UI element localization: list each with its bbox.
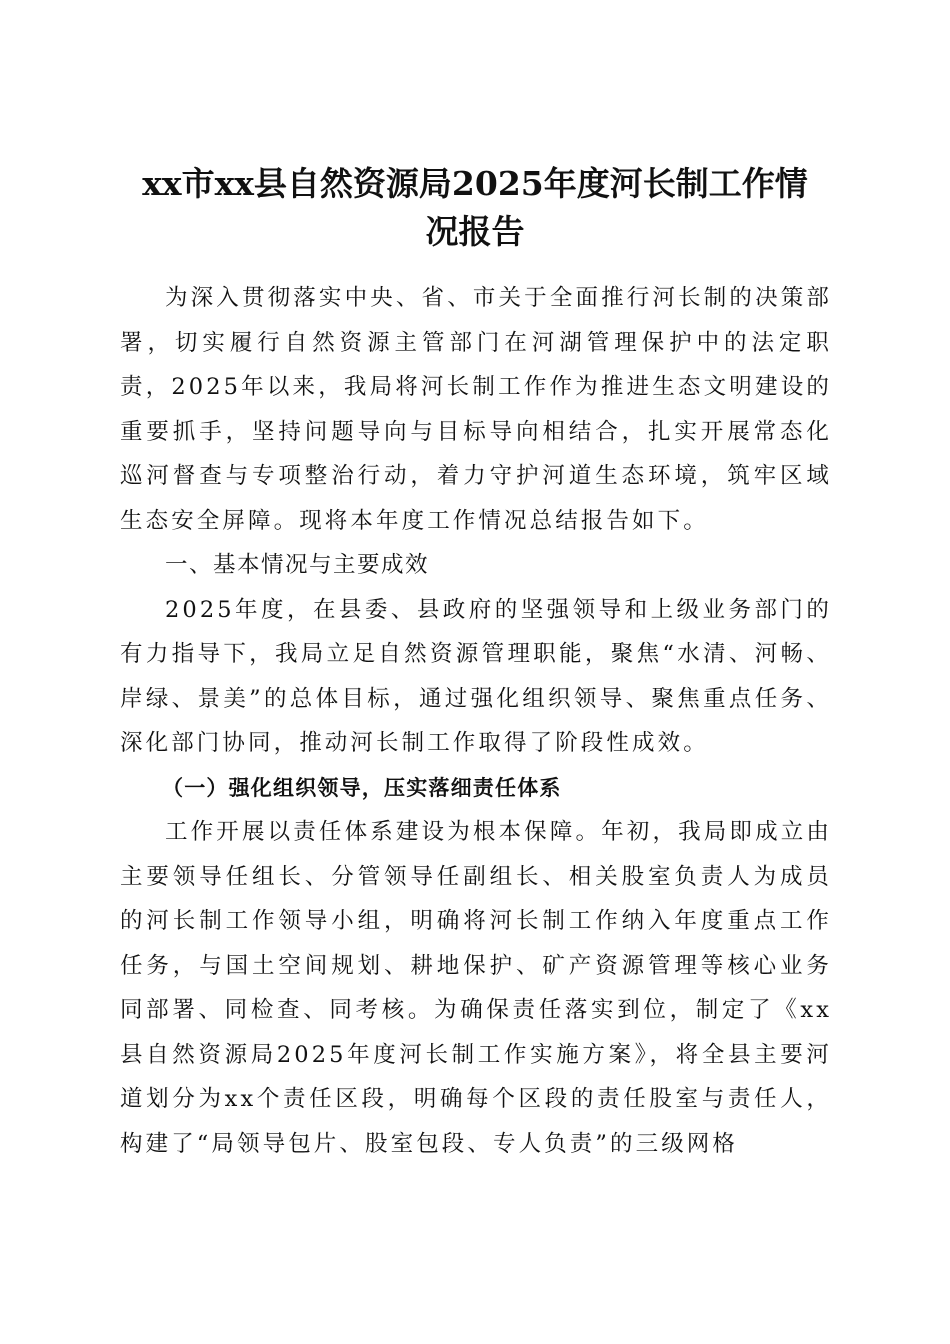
- document-title: [110, 160, 840, 256]
- title-line-2: 况报告: [425, 212, 525, 252]
- subsection-heading-1: （一）强化组织领导，压实落细责任体系: [162, 774, 562, 800]
- section-heading-1: 一、基本情况与主要成效: [165, 552, 430, 578]
- intro-paragraph: 为深入贯彻落实中央、省、市关于全面推行河长制的决策部署，切实履行自然资源主管部门在河湖管理保护中的法定职责，2025年以来，我局将河长制工作作为推进生态文明建设的重要抓手，坚持问题导向与目标导向相结合，扎实开展常态化巡河督查与专项整治行动，着力守护河道生态环境，筑牢区域生态安全屏障。现将本年度工作情况总结报告如下。: [120, 285, 832, 534]
- document-body: [120, 276, 832, 1166]
- section-1-paragraph: 2025年度，在县委、县政府的坚强领导和上级业务部门的有力指导下，我局立足自然资源管理职能，聚焦“水清、河畅、岸绿、景美”的总体目标，通过强化组织领导、聚焦重点任务、深化部门协同，推动河长制工作取得了阶段性成效。: [120, 596, 832, 756]
- title-line-1: xx市xx县自然资源局2025年度河长制工作情: [142, 164, 808, 204]
- subsection-1-paragraph: 工作开展以责任体系建设为根本保障。年初，我局即成立由主要领导任组长、分管领导任副组长、相关股室负责人为成员的河长制工作领导小组，明确将河长制工作纳入年度重点工作任务，与国土空间规划、耕地保护、矿产资源管理等核心业务同部署、同检查、同考核。为确保责任落实到位，制定了《xx县自然资源局2025年度河长制工作实施方案》，将全县主要河道划分为xx个责任区段，明确每个区段的责任股室与责任人，构建了“局领导包片、股室包段、专人负责”的三级网格: [120, 819, 832, 1157]
